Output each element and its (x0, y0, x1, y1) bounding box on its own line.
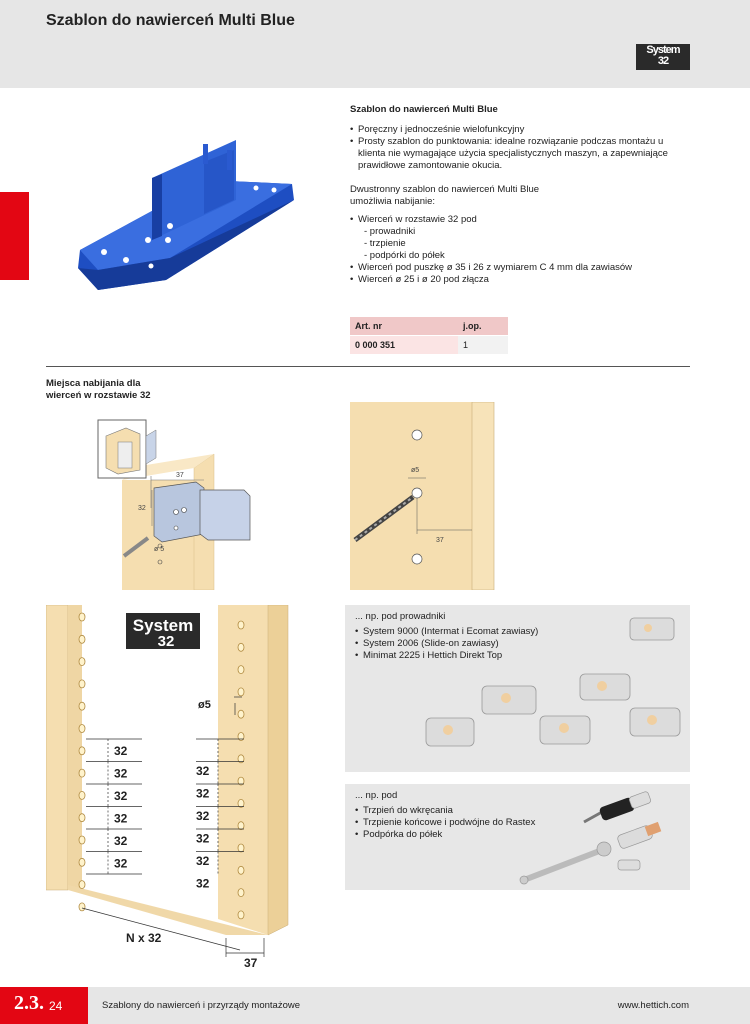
feature-list (350, 124, 670, 172)
hole-spacing-diagram (46, 605, 292, 975)
hole-marker (238, 844, 244, 852)
table-cell: 1 (458, 336, 508, 355)
template-usage-diagram (96, 418, 266, 590)
system-32-logo (636, 44, 690, 70)
dim-37-label: 37 (436, 537, 444, 544)
feature-item: • Poręczny i jednocześnie wielofunkcyjny (350, 124, 670, 136)
hole-marker (79, 725, 85, 733)
hole-marker (238, 822, 244, 830)
hole-marker (79, 836, 85, 844)
spacing-label: 32 (114, 766, 128, 781)
hole-marker (79, 702, 85, 710)
hole-marker (79, 613, 85, 621)
option-label: Wierceń w rozstawie 32 pod (358, 214, 477, 225)
page-number-sub: 24 (49, 999, 63, 1013)
option-sub: - podpórki do półek (364, 250, 445, 261)
list-item: • Trzpienie końcowe i podwójne do Rastex (355, 817, 535, 829)
hole-marker (79, 658, 85, 666)
pins-intro: ... np. pod (355, 790, 398, 801)
spacing-label: 32 (196, 809, 210, 823)
hole-marker (238, 710, 244, 718)
spacing-label: 32 (196, 831, 210, 846)
option-item: • Wierceń ø 25 i ø 20 pod złącza (350, 274, 680, 286)
n-x-32-label: N x 32 (126, 931, 162, 945)
hole-marker (238, 688, 244, 696)
feature-item: • Prosty szablon do punktowania: idealne rozwiązanie podczas montażu u klienta nie wymagające użycia specjalistycznych maszyn, a zapewniające prawidłowe zamontowanie okucia. (350, 136, 670, 172)
table-row (350, 336, 508, 355)
pins-text (355, 790, 535, 841)
intro-line: umożliwia nabijanie: (350, 196, 436, 207)
heading-line: Miejsca nabijania dla (46, 378, 141, 389)
spacing-label: 32 (114, 789, 128, 803)
spacing-label: 32 (114, 811, 128, 826)
article-table (350, 317, 508, 354)
option-item (350, 214, 680, 262)
logo-line1: System (132, 616, 194, 635)
dim-37-label: 37 (244, 956, 258, 970)
logo-line2: 32 (657, 55, 669, 67)
column-header: Art. nr (350, 317, 458, 336)
section-divider (46, 366, 690, 367)
page-number-main: 2.3. (14, 992, 44, 1014)
list-item: • Trzpień do wkręcania (355, 805, 535, 817)
list-item: • System 9000 (Intermat i Ecomat zawiasy) (355, 626, 538, 638)
logo-line2: 32 (157, 633, 175, 650)
product-intro (350, 184, 630, 208)
intro-line: Dwustronny szablon do nawierceń Multi Blue (350, 184, 540, 195)
hole-marker (79, 791, 85, 799)
hole-marker (238, 889, 244, 897)
hole-marker (238, 911, 244, 919)
dim-d5-label: ø 5 (154, 546, 165, 553)
pins-image (510, 788, 680, 888)
heading-line: wierceń w rozstawie 32 (46, 390, 151, 401)
option-sub: - trzpienie (364, 238, 406, 249)
hole-marker (238, 866, 244, 874)
list-item: • System 2006 (Slide-on zawiasy) (355, 638, 538, 650)
dim-37-label: 37 (176, 472, 184, 479)
hole-marker (238, 666, 244, 674)
left-dimension-marks (86, 739, 142, 874)
drilling-detail-diagram (350, 402, 495, 590)
drilling-heading (46, 378, 186, 402)
spacing-label: 32 (114, 856, 128, 871)
hole-marker (238, 621, 244, 629)
hole-marker (79, 881, 85, 889)
spacing-label: 32 (114, 834, 128, 848)
option-sub: - prowadniki (364, 226, 416, 237)
option-item: • Wierceń pod puszkę ø 35 i 26 z wymiarem C 4 mm dla zawiasów (350, 262, 680, 274)
spacing-label: 32 (196, 764, 210, 778)
list-item: • Minimat 2225 i Hettich Direkt Top (355, 650, 538, 662)
hole-marker (238, 643, 244, 651)
hole-marker (79, 680, 85, 688)
column-header: j.op. (458, 317, 508, 336)
runners-intro: ... np. pod prowadniki (355, 611, 446, 622)
product-heading: Szablon do nawierceń Multi Blue (350, 104, 498, 115)
multi-blue-template-image (74, 140, 299, 300)
list-item: • Podpórka do półek (355, 829, 535, 841)
spacing-label: 32 (196, 876, 210, 891)
dim-32-label: 32 (138, 505, 146, 512)
spacing-label: 32 (196, 786, 210, 801)
spacing-label: 32 (114, 744, 128, 758)
hole-marker (79, 747, 85, 755)
option-list (350, 214, 680, 286)
dim-d5-label: ø5 (198, 699, 211, 711)
hole-marker (79, 814, 85, 822)
hole-marker (79, 635, 85, 643)
logo-line1: System (646, 44, 680, 56)
page-number-badge (0, 987, 88, 1024)
table-cell: 0 000 351 (350, 336, 458, 355)
runner-clips-image (420, 612, 690, 762)
hole-marker (79, 769, 85, 777)
footer-website-link[interactable]: www.hettich.com (617, 1000, 689, 1011)
dim-d5-label: ø5 (411, 467, 420, 474)
section-marker (0, 192, 29, 280)
table-header-row (350, 317, 508, 336)
hole-marker (79, 858, 85, 866)
hole-marker (79, 903, 85, 911)
spacing-label: 32 (196, 854, 210, 868)
footer-section-title: Szablony do nawierceń i przyrządy montażowe (102, 1000, 301, 1011)
page-title: Szablon do nawierceń Multi Blue (46, 12, 295, 29)
